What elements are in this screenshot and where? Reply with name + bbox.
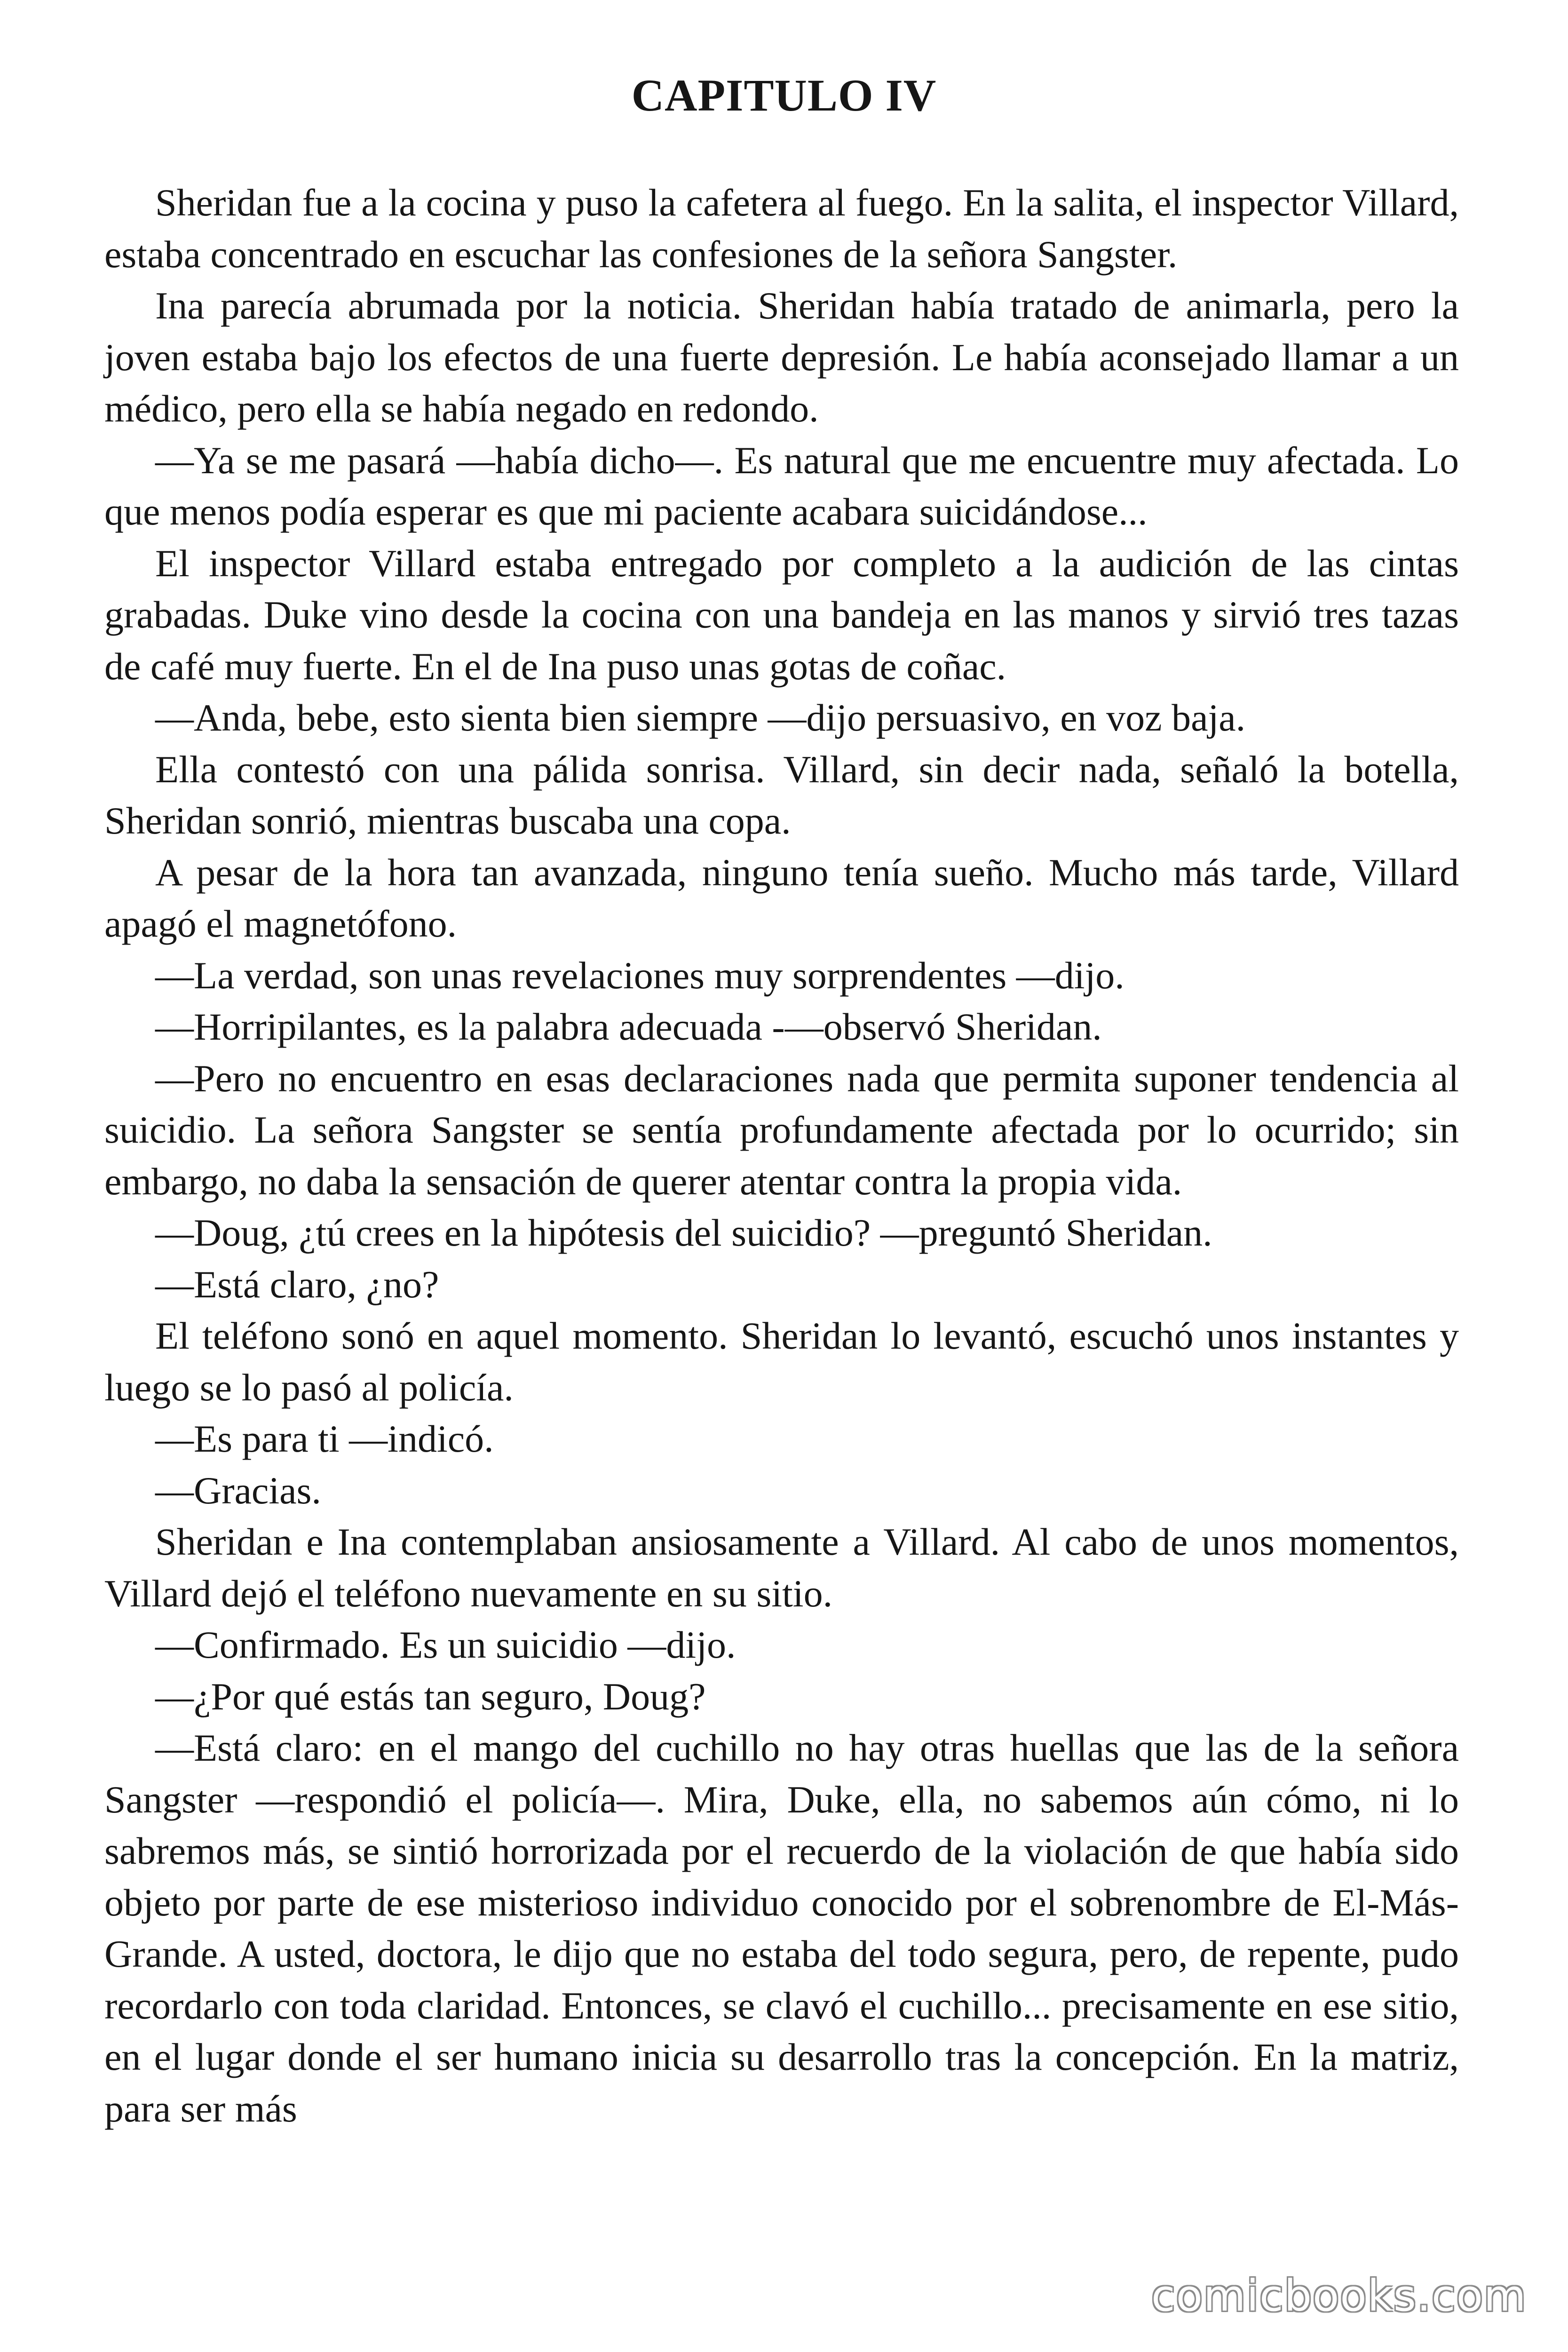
paragraph: —Gracias. — [155, 1469, 321, 1512]
paragraph: —Está claro, ¿no? — [155, 1263, 439, 1306]
paragraph: —Confirmado. Es un suicidio —dijo. — [155, 1623, 736, 1666]
paragraph: —Anda, bebe, esto sienta bien siempre —dijo persuasivo, en voz baja. — [155, 696, 1246, 739]
paragraph: —¿Por qué estás tan seguro, Doug? — [155, 1675, 706, 1718]
paragraph: —Doug, ¿tú crees en la hipótesis del suicidio? —preguntó Sheridan. — [155, 1211, 1212, 1254]
paragraph: El inspector Villard estaba entregado por completo a la audición de las cintas grabadas. Duke vino desde la cocina con una bandeja en las manos y sirvió tres tazas de café muy fuerte. En el de Ina puso unas gotas de coñac. — [104, 541, 1459, 688]
paragraph: Ina parecía abrumada por la noticia. Sheridan había tratado de animarla, pero la joven estaba bajo los efectos de una fuerte depresión. Le había aconsejado llamar a un médico, pero ella se había negado en redondo. — [104, 284, 1459, 430]
chapter-body — [104, 177, 1459, 2134]
paragraph: —La verdad, son unas revelaciones muy sorprendentes —dijo. — [155, 954, 1125, 997]
watermark: comicbooks.com — [1151, 2271, 1527, 2321]
chapter-title: CAPITULO IV — [631, 70, 937, 120]
paragraph: —Horripilantes, es la palabra adecuada -—observó Sheridan. — [155, 1005, 1102, 1048]
paragraph: Ella contestó con una pálida sonrisa. Villard, sin decir nada, señaló la botella, Sheridan sonrió, mientras buscaba una copa. — [104, 747, 1459, 842]
paragraph: —Está claro: en el mango del cuchillo no hay otras huellas que las de la señora Sangster —respondió el policía—. Mira, Duke, ella, no sabemos aún cómo, ni lo sabremos más, se sintió horrorizada por el recuerdo de la violación de que había sido objeto por parte de ese misterioso individuo conocido por el sobrenombre de El-Más-Grande. A usted, doctora, le dijo que no estaba del todo segura, pero, de repente, pudo recordarlo con toda claridad. Entonces, se clavó el cuchillo... precisamente en ese sitio, en el lugar donde el ser humano inicia su desarrollo tras la concepción. En la matriz, para ser más — [104, 1726, 1459, 2130]
paragraph: El teléfono sonó en aquel momento. Sheridan lo levantó, escuchó unos instantes y luego se lo pasó al policía. — [104, 1314, 1459, 1409]
paragraph: —Ya se me pasará —había dicho—. Es natural que me encuentre muy afectada. Lo que menos podía esperar es que mi paciente acabara suicidándose... — [104, 438, 1459, 533]
paragraph: A pesar de la hora tan avanzada, ninguno tenía sueño. Mucho más tarde, Villard apagó el magnetófono. — [104, 850, 1459, 945]
paragraph: Sheridan e Ina contemplaban ansiosamente a Villard. Al cabo de unos momentos, Villard dejó el teléfono nuevamente en su sitio. — [104, 1520, 1459, 1615]
paragraph: —Es para ti —indicó. — [155, 1417, 494, 1460]
paragraph: —Pero no encuentro en esas declaraciones nada que permita suponer tendencia al suicidio. La señora Sangster se sentía profundamente afectada por lo ocurrido; sin embargo, no daba la sensación de querer atentar contra la propia vida. — [104, 1057, 1459, 1203]
paragraph: Sheridan fue a la cocina y puso la cafetera al fuego. En la salita, el inspector Villard, estaba concentrado en escuchar las confesiones de la señora Sangster. — [104, 181, 1459, 276]
